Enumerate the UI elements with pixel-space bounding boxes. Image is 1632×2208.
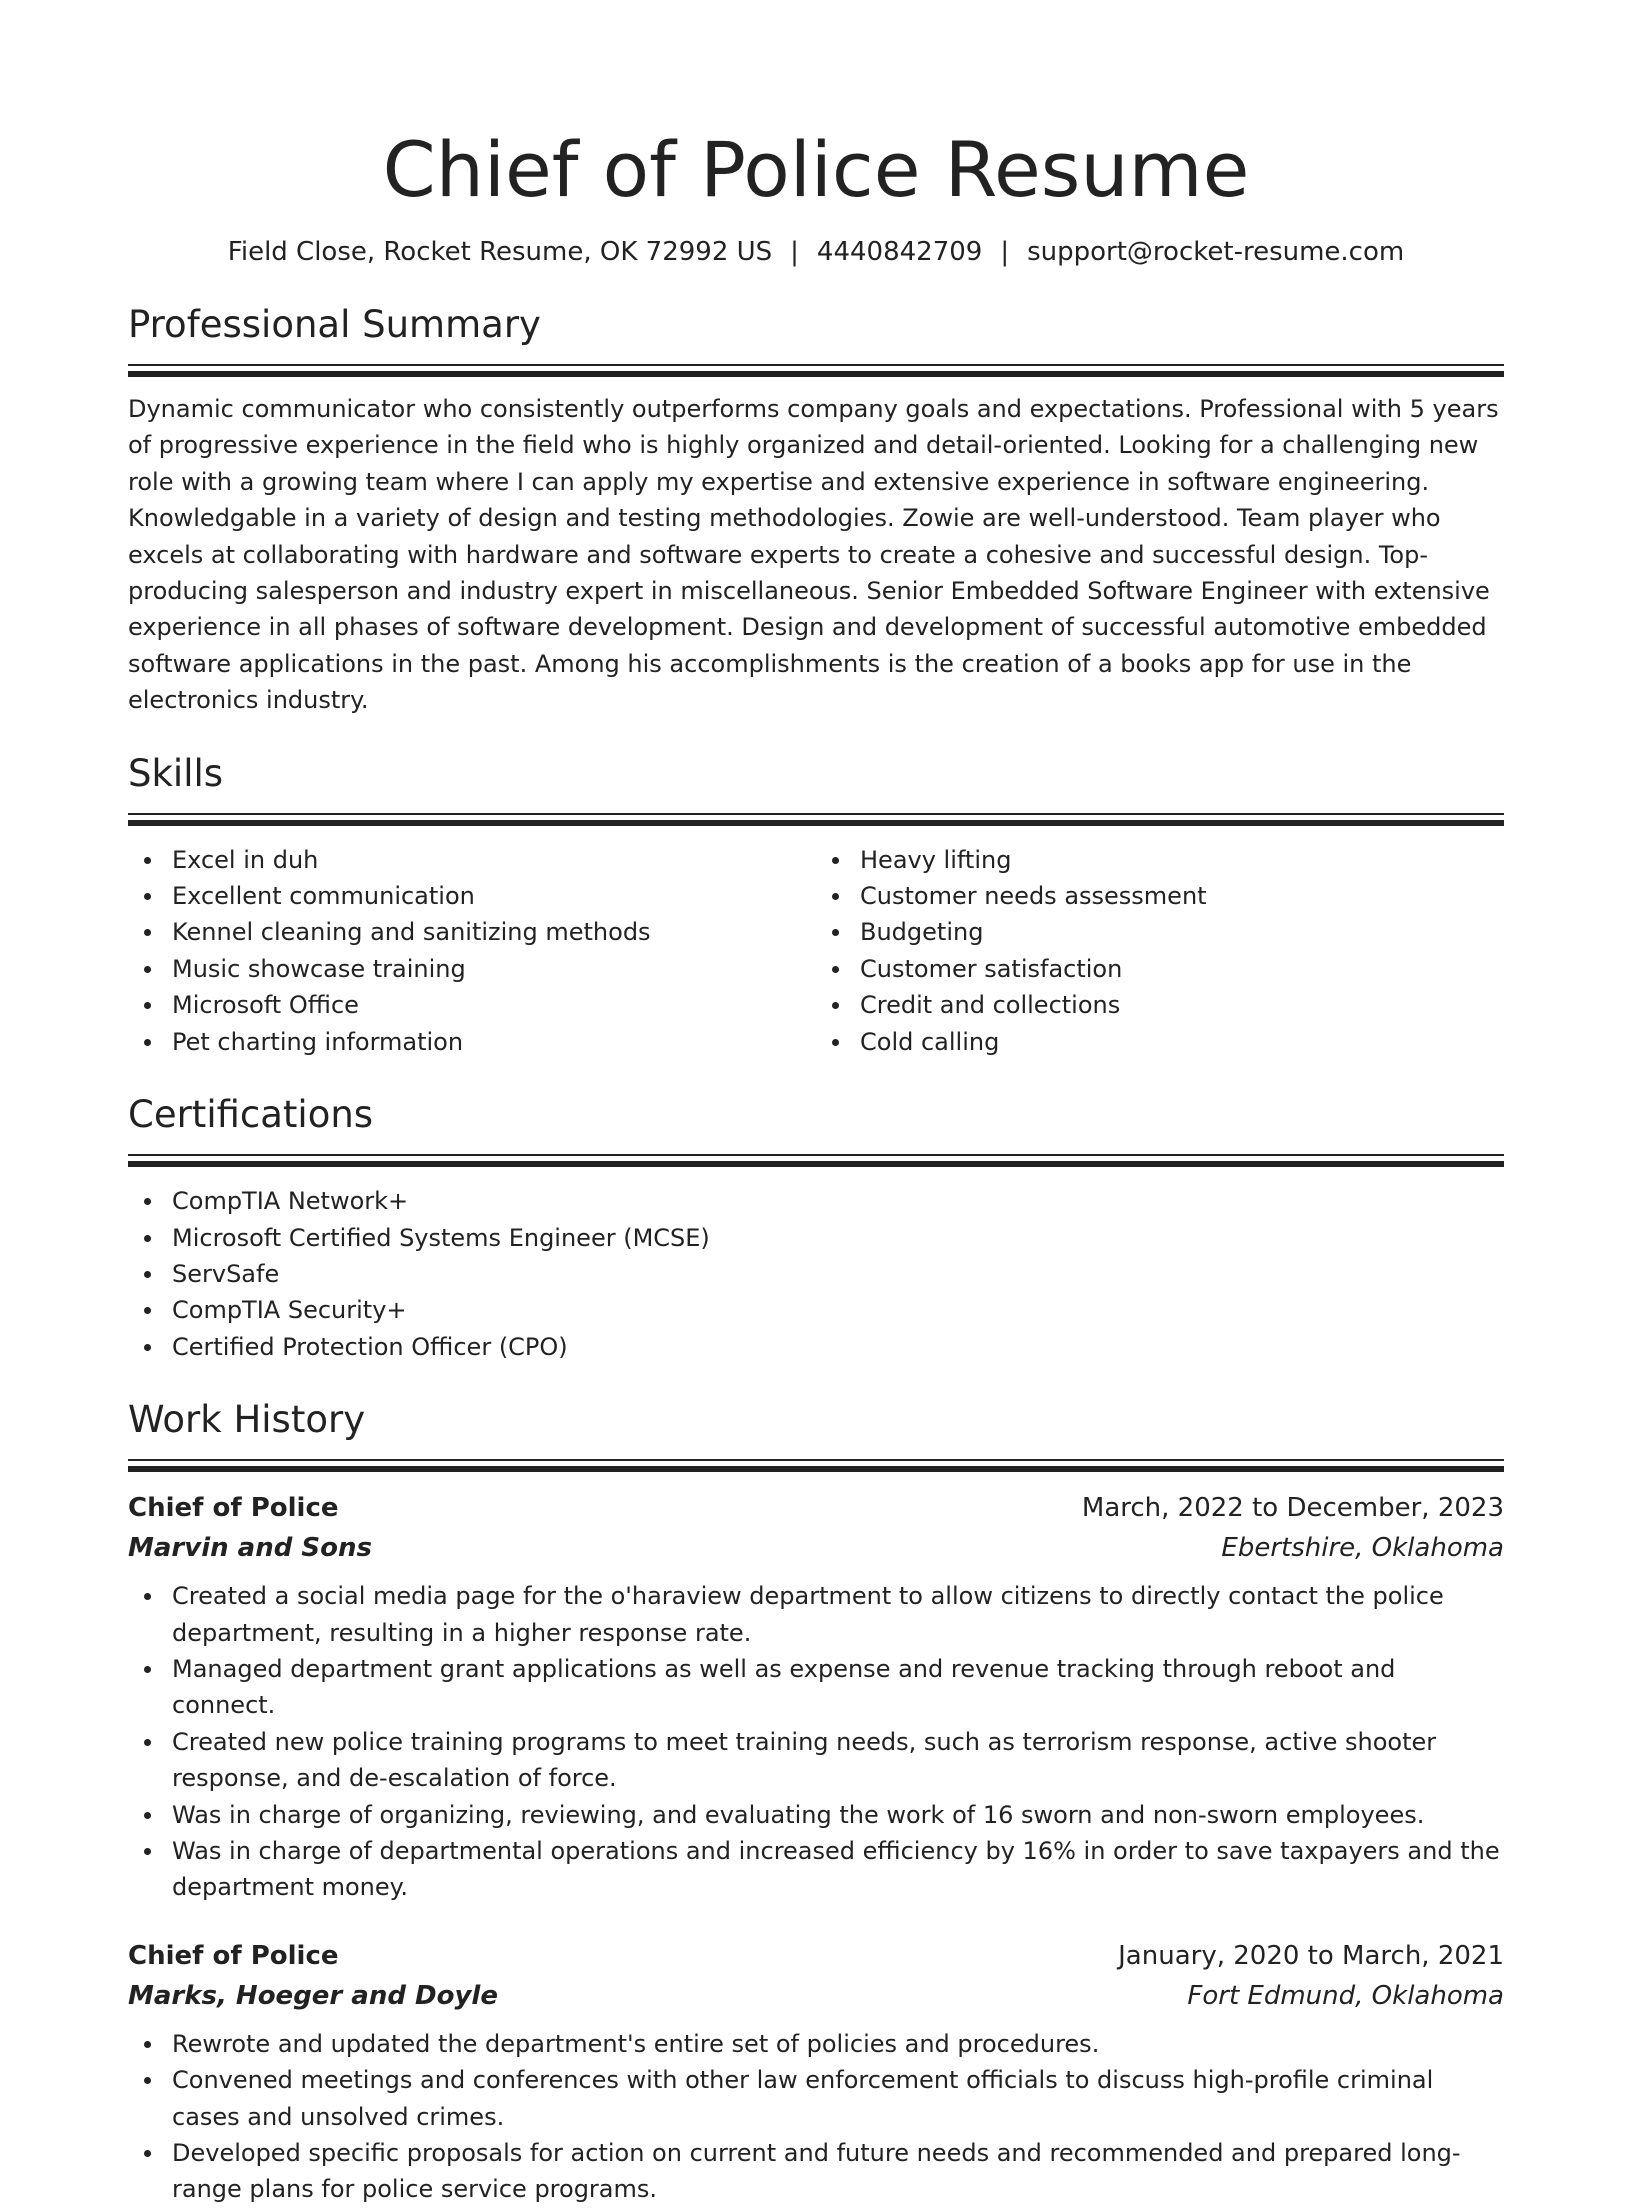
skills-columns <box>128 842 1504 1060</box>
skills-heading: Skills <box>128 751 224 795</box>
job-entry <box>128 1488 1504 1906</box>
job-duty: Developed specific proposals for action on current and future needs and recommended and prepared long-range plans for police service programs. <box>128 2135 1504 2208</box>
summary-text: Dynamic communicator who consistently outperforms company goals and expectations. Professional with 5 years of progressive experience in the field who is highly organized and detail-oriented. Looking for a challenging new role with a growing team where I can apply my expertise and extensive experience in software engineering. Knowledgable in a variety of design and testing methodologies. Zowie are well-understood. Team player who excels at collaborating with hardware and software experts to create a cohesive and successful design. Top-producing salesperson and industry expert in miscellaneous. Senior Embedded Software Engineer with extensive experience in all phases of software development. Design and development of successful automotive embedded software applications in the past. Among his accomplishments is the creation of a books app for use in the electronics industry. <box>128 395 1499 715</box>
page-title: Chief of Police Resume <box>382 125 1250 214</box>
section-divider <box>128 1154 1504 1167</box>
resume-page <box>128 118 1504 2208</box>
job-company: Marvin and Sons <box>128 1533 372 1564</box>
skills-list-right <box>816 842 1504 1060</box>
skill-item: Kennel cleaning and sanitizing methods <box>128 914 816 950</box>
certifications-heading: Certifications <box>128 1093 374 1137</box>
certification-item: Certified Protection Officer (CPO) <box>128 1329 1504 1365</box>
skill-item: Cold calling <box>816 1024 1504 1060</box>
skill-item: Customer satisfaction <box>816 951 1504 987</box>
certification-item: CompTIA Security+ <box>128 1292 1504 1328</box>
job-company-row <box>128 1976 1504 2016</box>
job-duties-list <box>128 2026 1504 2208</box>
job-location: Fort Edmund, Oklahoma <box>1187 1980 1504 2011</box>
job-duty: Was in charge of organizing, reviewing, and evaluating the work of 16 sworn and non-sworn employees. <box>128 1797 1504 1833</box>
contact-separator: | <box>1000 237 1010 267</box>
skill-item: Credit and collections <box>816 987 1504 1023</box>
contact-line <box>128 234 1504 270</box>
job-location: Ebertshire, Oklahoma <box>1221 1533 1504 1564</box>
summary-heading: Professional Summary <box>128 303 541 346</box>
contact-phone: 4440842709 <box>816 237 983 267</box>
certifications-list <box>128 1183 1504 1365</box>
contact-address: Field Close, Rocket Resume, OK 72992 US <box>227 237 773 267</box>
job-duty: Created new police training programs to meet training needs, such as terrorism response, active shooter response, and de-escalation of force. <box>128 1724 1504 1797</box>
job-duty: Was in charge of departmental operations and increased efficiency by 16% in order to save taxpayers and the department money. <box>128 1833 1504 1906</box>
skill-item: Excel in duh <box>128 842 816 878</box>
job-duty: Created a social media page for the o'haraview department to allow citizens to directly contact the police department, resulting in a higher response rate. <box>128 1578 1504 1651</box>
job-header-row <box>128 1936 1504 1976</box>
work-history-heading: Work History <box>128 1398 366 1442</box>
work-history-section <box>128 1395 1504 2208</box>
job-duties-list <box>128 1578 1504 1906</box>
job-title: Chief of Police <box>128 1493 339 1524</box>
certifications-section <box>128 1090 1504 1365</box>
job-duty: Rewrote and updated the department's entire set of policies and procedures. <box>128 2026 1504 2062</box>
certification-item: Microsoft Certified Systems Engineer (MCSE) <box>128 1220 1504 1256</box>
job-entry <box>128 1936 1504 2208</box>
skill-item: Microsoft Office <box>128 987 816 1023</box>
summary-section <box>128 300 1504 719</box>
job-duty: Convened meetings and conferences with other law enforcement officials to discuss high-profile criminal cases and unsolved crimes. <box>128 2062 1504 2135</box>
contact-separator: | <box>790 237 799 267</box>
section-divider <box>128 364 1504 377</box>
job-header-row <box>128 1488 1504 1528</box>
job-dates: March, 2022 to December, 2023 <box>1081 1493 1504 1524</box>
skill-item: Customer needs assessment <box>816 878 1504 914</box>
skills-list-left <box>128 842 816 1060</box>
skill-item: Budgeting <box>816 914 1504 950</box>
section-divider <box>128 1459 1504 1472</box>
job-company-row <box>128 1528 1504 1568</box>
job-company: Marks, Hoeger and Doyle <box>128 1980 498 2011</box>
contact-email: support@rocket-resume.com <box>1027 237 1405 267</box>
skill-item: Music showcase training <box>128 951 816 987</box>
skill-item: Excellent communication <box>128 878 816 914</box>
skill-item: Pet charting information <box>128 1024 816 1060</box>
skill-item: Heavy lifting <box>816 842 1504 878</box>
certification-item: ServSafe <box>128 1256 1504 1292</box>
job-dates: January, 2020 to March, 2021 <box>1118 1940 1504 1971</box>
section-divider <box>128 813 1504 826</box>
job-duty: Managed department grant applications as well as expense and revenue tracking through reboot and connect. <box>128 1651 1504 1724</box>
skills-section <box>128 749 1504 1060</box>
certification-item: CompTIA Network+ <box>128 1183 1504 1219</box>
job-title: Chief of Police <box>128 1940 339 1971</box>
